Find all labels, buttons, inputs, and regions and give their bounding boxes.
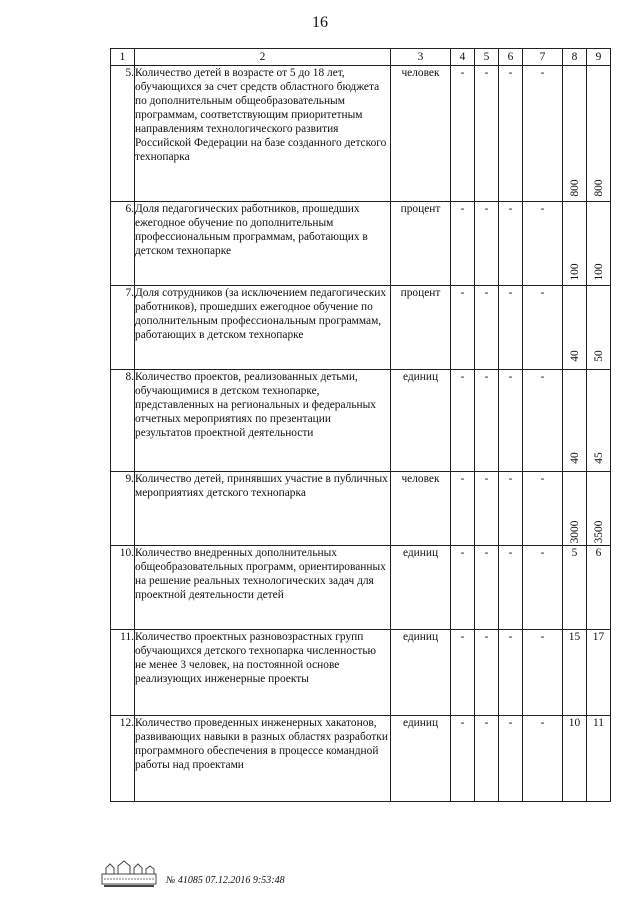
header-col-5: 5 [475,49,499,66]
table-header-row [111,49,611,66]
value-cell-5: - [475,286,499,370]
header-col-2: 2 [135,49,391,66]
value-cell-8-text: 40 [568,350,581,362]
value-cell-7: - [523,716,563,802]
value-cell-9-text: 800 [592,179,605,197]
indicator-description-cell: Количество проведенных инженерных хакатонов, развивающих навыки в разных областях разработки программного обеспечения в процессе командной работы над проектами [135,716,391,802]
value-cell-8 [563,286,587,370]
indicator-description-cell: Доля сотрудников (за исключением педагогических работников), прошедших ежегодное обучение по дополнительным профессиональным программам, работающих в детском технопарке [135,286,391,370]
header-col-7: 7 [523,49,563,66]
value-cell-6: - [499,66,523,202]
value-cell-5: - [475,66,499,202]
value-cell-7: - [523,202,563,286]
value-cell-4: - [451,716,475,802]
value-cell-8-text: 100 [568,263,581,281]
value-cell-9 [587,66,611,202]
value-cell-5: - [475,630,499,716]
value-cell-9 [587,202,611,286]
value-cell-6: - [499,546,523,630]
table-row [111,66,611,202]
indicator-description-cell: Доля педагогических работников, прошедших ежегодное обучение по дополнительным профессиональным программам, работающих в детском технопарке [135,202,391,286]
value-cell-8: 15 [563,630,587,716]
table-row [111,286,611,370]
value-cell-8 [563,370,587,472]
row-number-cell: 12. [111,716,135,802]
value-cell-6: - [499,630,523,716]
indicator-description-cell: Количество детей в возрасте от 5 до 18 лет, обучающихся за счет средств областного бюджета по дополнительным общеобразовательным программам, соответствующим приоритетным направлениям технологического развития Российской Федерации на базе созданного детского технопарка [135,66,391,202]
value-cell-6: - [499,286,523,370]
value-cell-8 [563,202,587,286]
table-row [111,370,611,472]
value-cell-9-text: 100 [592,263,605,281]
row-number-cell: 5. [111,66,135,202]
table-row [111,546,611,630]
value-cell-7: - [523,370,563,472]
value-cell-5: - [475,370,499,472]
table-row [111,472,611,546]
value-cell-9-text: 50 [592,350,605,362]
value-cell-4: - [451,66,475,202]
value-cell-7: - [523,286,563,370]
unit-cell: человек [391,472,451,546]
indicators-table [110,48,611,802]
row-number-cell: 9. [111,472,135,546]
footer [100,858,285,888]
value-cell-7: - [523,472,563,546]
row-number-cell: 6. [111,202,135,286]
value-cell-6: - [499,370,523,472]
value-cell-7: - [523,546,563,630]
unit-cell: процент [391,202,451,286]
value-cell-8 [563,66,587,202]
page-number: 16 [312,14,328,31]
table-row [111,716,611,802]
header-col-3: 3 [391,49,451,66]
value-cell-6: - [499,202,523,286]
value-cell-9 [587,472,611,546]
document-registration-code: № 41085 07.12.2016 9:53:48 [166,874,285,886]
value-cell-8 [563,472,587,546]
value-cell-9 [587,286,611,370]
value-cell-5: - [475,716,499,802]
header-col-6: 6 [499,49,523,66]
value-cell-5: - [475,202,499,286]
registry-stamp-icon [100,858,158,888]
value-cell-4: - [451,370,475,472]
value-cell-4: - [451,202,475,286]
value-cell-9 [587,370,611,472]
header-col-8: 8 [563,49,587,66]
table-body [111,66,611,802]
value-cell-9-text: 3500 [592,520,605,544]
row-number-cell: 11. [111,630,135,716]
value-cell-8-text: 800 [568,179,581,197]
table-row [111,202,611,286]
header-col-9: 9 [587,49,611,66]
table-row [111,630,611,716]
row-number-cell: 8. [111,370,135,472]
value-cell-5: - [475,472,499,546]
value-cell-9-text: 45 [592,452,605,464]
unit-cell: процент [391,286,451,370]
indicator-description-cell: Количество детей, принявших участие в публичных мероприятиях детского технопарка [135,472,391,546]
value-cell-7: - [523,66,563,202]
value-cell-8: 10 [563,716,587,802]
header-col-1: 1 [111,49,135,66]
value-cell-4: - [451,630,475,716]
unit-cell: единиц [391,370,451,472]
value-cell-8-text: 3000 [568,520,581,544]
value-cell-5: - [475,546,499,630]
header-col-4: 4 [451,49,475,66]
unit-cell: единиц [391,630,451,716]
value-cell-4: - [451,472,475,546]
indicator-description-cell: Количество проектов, реализованных детьми, обучающимися в детском технопарке, представленных на региональных и федеральных отчетных мероприятиях по презентации результатов проектной деятельности [135,370,391,472]
value-cell-9: 6 [587,546,611,630]
value-cell-8: 5 [563,546,587,630]
value-cell-9: 17 [587,630,611,716]
unit-cell: единиц [391,546,451,630]
row-number-cell: 7. [111,286,135,370]
value-cell-6: - [499,716,523,802]
row-number-cell: 10. [111,546,135,630]
unit-cell: единиц [391,716,451,802]
value-cell-8-text: 40 [568,452,581,464]
value-cell-6: - [499,472,523,546]
value-cell-9: 11 [587,716,611,802]
indicator-description-cell: Количество проектных разновозрастных групп обучающихся детского технопарка численностью не менее 3 человек, на постоянной основе реализующих инженерные проекты [135,630,391,716]
unit-cell: человек [391,66,451,202]
indicator-description-cell: Количество внедренных дополнительных общеобразовательных программ, ориентированных на решение реальных технологических задач для проектной деятельности детей [135,546,391,630]
value-cell-4: - [451,546,475,630]
value-cell-4: - [451,286,475,370]
value-cell-7: - [523,630,563,716]
